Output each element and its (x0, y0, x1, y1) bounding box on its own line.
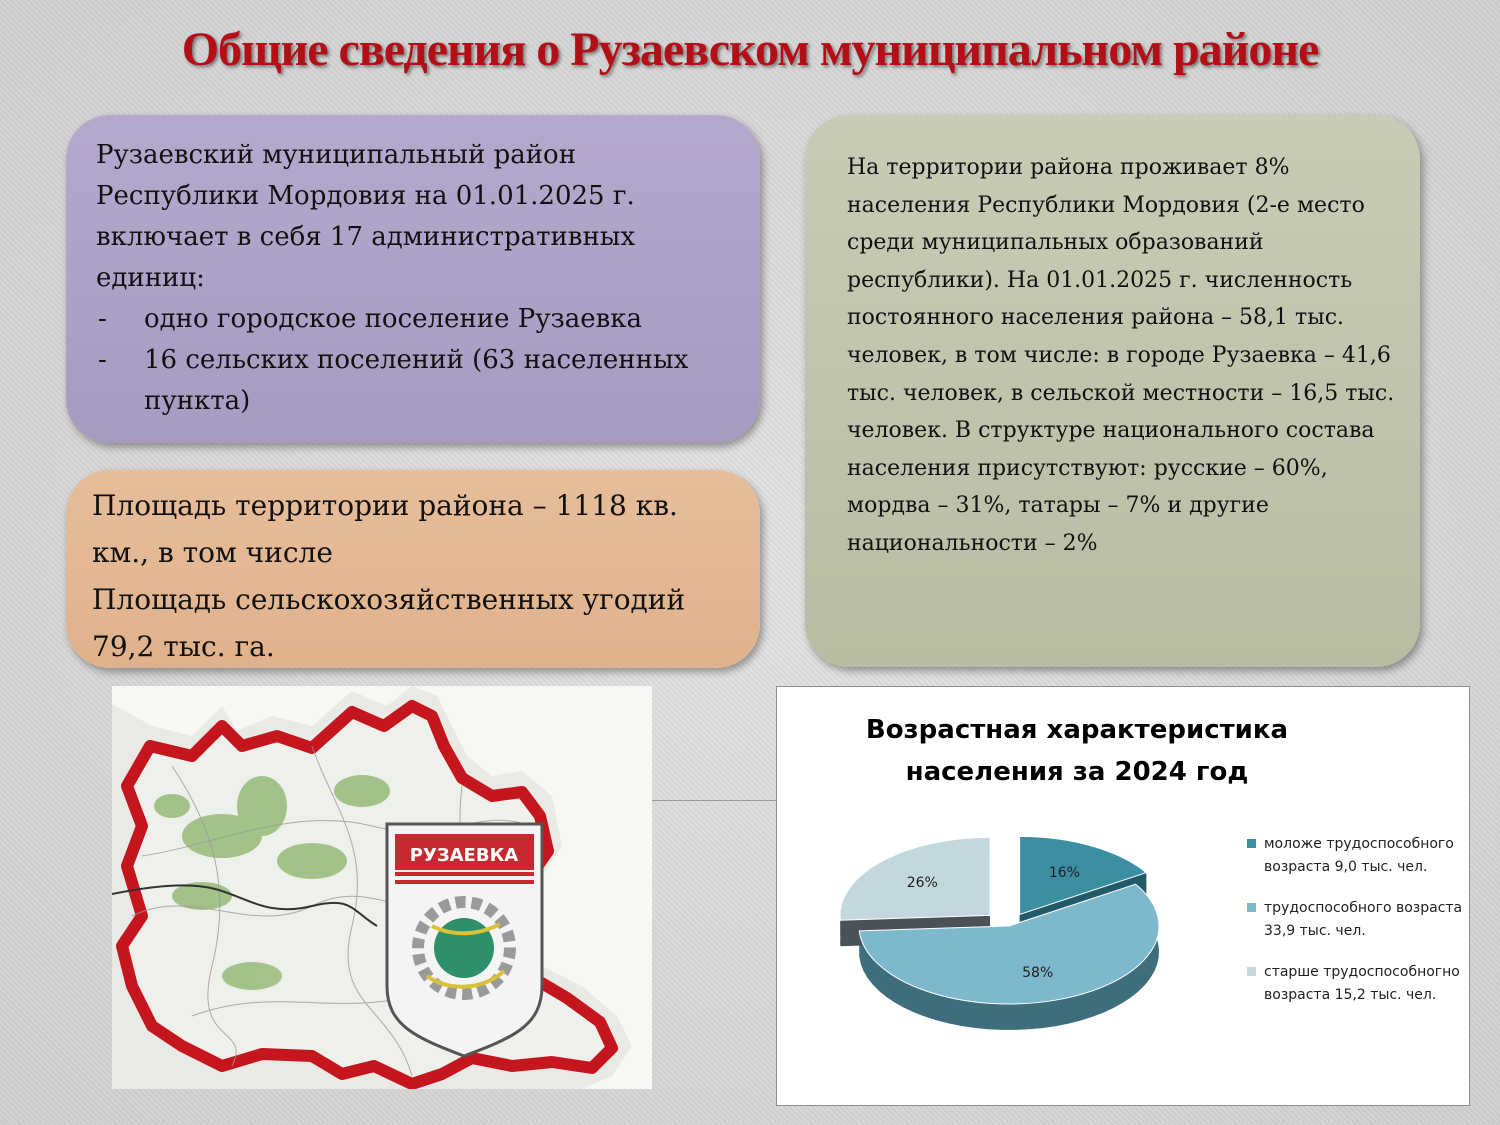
divider-line (652, 800, 776, 801)
district-map (112, 686, 652, 1089)
chart-title: Возрастная характеристика населения за 2024 год (865, 715, 1289, 787)
population-text: На территории района проживает 8% населения Республики Мордовия (2-е место среди муниципальных образований республики). На 01.01.2025 г. численность постоянного населения района – 58,1 тыс. человек, в том числе: в городе Рузаевка – 41,6 тыс. человек, в сельской местности – 16,5 тыс. человек. В структуре национального состава населения присутствуют: русские – 60%, мордва – 31%, татары – 7% и другие национальности – 2% (847, 155, 1395, 556)
legend-label: трудоспособного возраста 33,9 тыс. чел. (1264, 900, 1463, 939)
bullet-dash: - (98, 304, 107, 334)
area-box (66, 470, 760, 668)
admin-units-box (66, 115, 760, 443)
territory-area-text: Площадь территории района – 1118 кв. км., в том числе (92, 489, 678, 569)
population-box (805, 115, 1420, 667)
admin-unit-text: одно городское поселение Рузаевка (144, 304, 642, 334)
farmland-area-text: Площадь сельскохозяйственных угодий 79,2 тыс. га. (92, 583, 686, 663)
bullet-dash: - (98, 345, 107, 375)
coat-of-arms (387, 824, 542, 1056)
admin-unit-item (96, 340, 740, 422)
age-pie-chart (776, 686, 1470, 1106)
legend-swatch (1247, 839, 1256, 848)
pie-data-label: 16% (1048, 865, 1080, 882)
admin-units-intro: Рузаевский муниципальный район Республики Мордовия на 01.01.2025 г. включает в себя 17 административных единиц: (96, 140, 636, 293)
legend-label: старше трудоспособногно возраста 15,2 тыс. чел. (1264, 964, 1460, 1003)
district-map-icon (112, 686, 652, 1089)
legend-item (1247, 961, 1467, 1007)
legend-item (1247, 833, 1467, 879)
legend-swatch (1247, 903, 1256, 912)
page-title: Общие сведения о Рузаевском муниципальном районе (181, 23, 1319, 76)
pie-data-label: 26% (906, 875, 938, 892)
legend-label: моложе трудоспособного возраста 9,0 тыс. чел. (1264, 836, 1454, 875)
pie-data-label: 58% (1022, 965, 1054, 981)
legend-item (1247, 897, 1467, 943)
admin-unit-item (96, 299, 740, 340)
chart-legend (1247, 833, 1467, 1025)
emblem-label: РУЗАЕВКА (409, 845, 519, 866)
legend-swatch (1247, 967, 1256, 976)
admin-unit-text: 16 сельских поселений (63 населенных пункта) (144, 345, 689, 416)
